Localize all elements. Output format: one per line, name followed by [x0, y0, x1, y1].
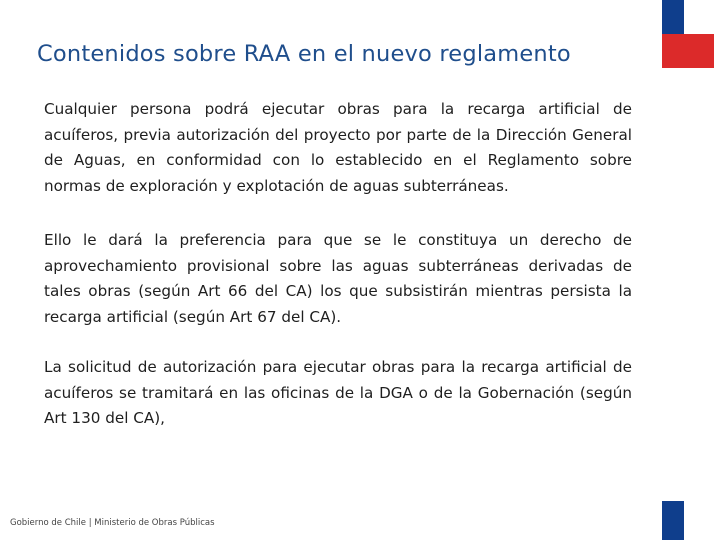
flag-top-half	[662, 0, 714, 34]
slide-title: Contenidos sobre RAA en el nuevo reglamento	[37, 41, 571, 67]
chile-flag-logo-top	[662, 0, 714, 68]
paragraph-1: Cualquier persona podrá ejecutar obras para la recarga artificial de acuíferos, previa autorización del proyecto por parte de la Dirección General de Aguas, en conformidad con lo establecido en el Reglamento sobre normas de exploración y explotación de aguas subterráneas.	[44, 100, 632, 196]
flag-blue-block	[662, 501, 684, 540]
flag-blue-block	[662, 0, 684, 34]
flag-red-block	[662, 34, 714, 68]
paragraph-2: Ello le dará la preferencia para que se le constituya un derecho de aprovechamiento provisional sobre las aguas subterráneas derivadas de tales obras (según Art 66 del CA) los que subsistirán mientras persista la recarga artificial (según Art 67 del CA).	[44, 231, 632, 327]
flag-white-block	[684, 0, 714, 34]
chile-flag-logo-bottom	[662, 501, 714, 540]
paragraph-3: La solicitud de autorización para ejecutar obras para la recarga artificial de acuíferos se tramitará en las oficinas de la DGA o de la Gobernación (según Art 130 del CA),	[44, 358, 632, 428]
footer-ministry-text: Gobierno de Chile | Ministerio de Obras Públicas	[10, 518, 215, 528]
flag-top-half	[662, 501, 714, 540]
flag-white-block	[684, 501, 714, 540]
